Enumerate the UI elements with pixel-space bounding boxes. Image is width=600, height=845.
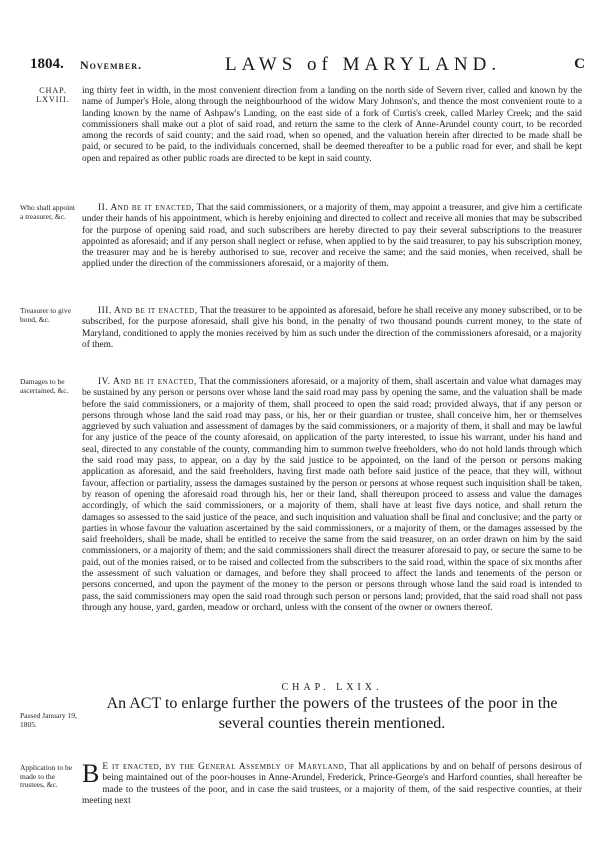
drop-cap: B <box>82 759 100 788</box>
margin-note-application: Application to be made to the trustees, &c. <box>20 763 73 789</box>
margin-note-treasurer-bond: Treasurer to give bond, &c. <box>20 306 71 324</box>
section-3 <box>82 306 582 351</box>
section-2-text: That the said commissioners, or a majority of them, may appoint a treasurer, and give him a certificate under their hands of his appointment, which is hereby enjoining and directed to collect and receive all monies that may be subscribed for the purpose of opening said road, and such subscribers are hereby directed to pay their several subscriptions to the treasurer appointed as aforesaid; and if any person shall neglect or refuse, when applied to by the said treasurer, to pay his subscription money, the treasurer may and he is hereby authorised to sue, recover and receive the same; and the said monies, when received, shall be applied under the direction of the commissioners aforesaid, or a majority of them. <box>82 203 582 270</box>
margin-note-appoint-treasurer: Who shall appoint a treasurer, &c. <box>20 203 75 221</box>
margin-note-damages: Damages to be ascertained, &c. <box>20 377 69 395</box>
margin-note-passed: Passed January 19, 1805. <box>20 711 77 729</box>
section-4-lead: IV. And be it enacted, <box>98 377 197 387</box>
chapter-69-text: That all applications by and on behalf of persons desirous of being maintained out of the poor-houses in Anne-Arundel, Frederick, Prince-George's and Harford counties, shall hereafter be made to the trustees of the poor, and in case the said trustees, or a majority of them, of the said respective counties, at their meeting next <box>82 762 582 806</box>
chapter-69-enacting-clause <box>82 759 582 807</box>
chapter-margin-label <box>22 86 84 104</box>
section-3-lead: III. And be it enacted, <box>98 306 198 316</box>
header-page-number: C <box>574 56 585 72</box>
section-2-lead: II. And be it enacted, <box>98 203 195 213</box>
section-4-text: That the commissioners aforesaid, or a majority of them, shall ascertain and value what damages may be sustained by any person or persons over whose land the said road may pass by opening the same, and the valuation shall be made before the said commissioners, or a majority of them, shall proceed to open the said road; provided always, that if any person or persons through whose land the said road may pass, or his, her or their guardian or trustee, shall conceive him, her or themselves aggrieved by such valuation and assessment of damages by the said commissioners, or a majority of them, it shall and may be lawful for any justice of the peace of the county aforesaid, on application of the party interested, to issue his warrant, under his hand and seal, directed to any constable of the county, commanding him to summon twelve freeholders, who do not hold lands through which the said road may pass, to appear, on a day by the said justice to be appointed, on the land of the person or persons making application as aforesaid, and the said freeholders, having first made oath before said justice of the peace, that they will, without favour, affection or partiality, assess the damages sustained by the person or persons at whose request such inquisition shall be taken, by reason of opening the aforesaid road through his, her or their land, shall thereupon proceed to assess and value the damages accordingly, of which the said commissioners, or a majority of them, shall have at least five days notice, and shall return the damages so assessed to the said justice of the peace, and such inquisition and valuation shall be final and conclusive; and the party or parties in whose favour the valuation ascertained by the said commissioners, or a majority of them, or the damages assessed by the said freeholders, shall be made, shall be entitled to receive the same from the said treasurer, on an order drawn on him by the said commissioners, or a majority of them; and the said commissioners shall direct the treasurer aforesaid to pay, or secure the same to be paid, out of the monies raised, or to be raised and collected from the subscribers to the said road, within the space of six months after the assessment of such valuation or damages, and before they shall proceed to affect the lands and tenements of the person or persons concerned, and upon the payment of the money to the person or persons through whose land the said road is intended to pass, the said commissioners may open the said road through such person or persons land; provided, that the said road shall not pass through any house, yard, garden, meadow or orchard, unless with the consent of the owner or owners thereof. <box>82 377 582 613</box>
chapter-label-line2: LXVIII. <box>36 95 70 104</box>
section-3-text: That the treasurer to be appointed as aforesaid, before he shall receive any money subscribed, or to be subscribed, for the purpose aforesaid, shall give his bond, in the penalty of two thousand pounds current money, to the state of Maryland, conditioned to apply the monies received by him as such under the direction of the commissioners aforesaid, or a majority of them. <box>82 306 582 350</box>
chapter-69-heading: CHAP. LXIX. <box>281 682 383 693</box>
section-2 <box>82 203 582 271</box>
opening-paragraph-block <box>82 86 582 165</box>
header-title: LAWS of MARYLAND. <box>225 54 502 75</box>
chapter-label-line1: CHAP. <box>39 86 67 95</box>
section-4 <box>82 377 582 614</box>
chapter-69-title: An ACT to enlarge further the powers of the trustees of the poor in the several counties therein mentioned. <box>106 695 558 732</box>
header-month: November. <box>80 58 143 72</box>
header-year: 1804. <box>30 56 64 72</box>
running-header <box>30 56 585 78</box>
opening-paragraph: ing thirty feet in width, in the most convenient direction from a landing on the north side of Severn river, called and known by the name of Jumper's Hole, along through the neighbourhood of the widow Mary Johnson's, and thence the most convenient route to a landing known by the name of Ashpaw's Landing, on the east side of a fork of Curtis's creek, called Marley Creek; and the said commissioners shall make out a plot of said road, and return the same to the clerk of Anne-Arundel county court, to be recorded among the records of said county; and the said road, when so opened, and the valuation herein after directed to be made shall be paid, or secured to be paid, to the individuals concerned, shall be deemed thereafter to be a public road for ever, and shall be kept open and repaired as other public roads are directed to be kept in said county. <box>82 86 582 164</box>
chapter-69-lead: E it enacted, by the General Assembly of Maryland, <box>102 762 348 772</box>
